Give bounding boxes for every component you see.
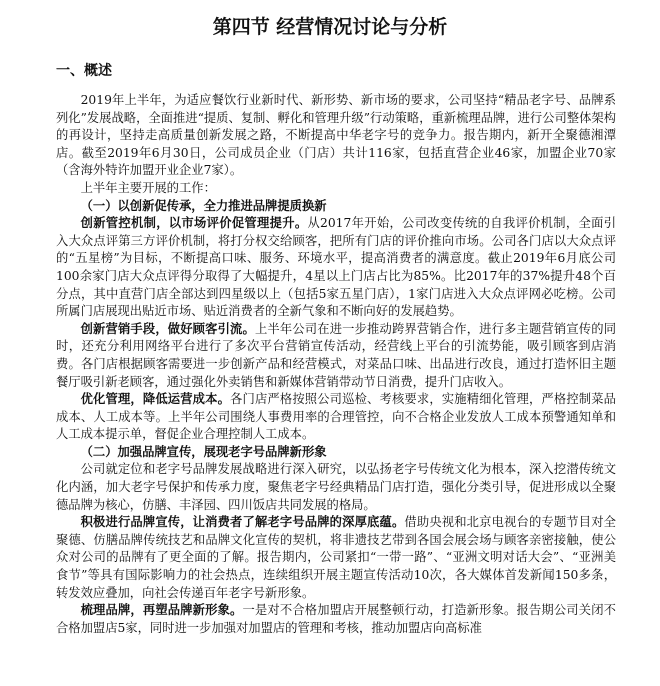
- paragraph-marketing: [56, 321, 616, 391]
- lead-brand-reshape: 梳理品牌，再塑品牌新形象。: [80, 603, 243, 618]
- subheading-brand-promotion: （二）加强品牌宣传，展现老字号品牌新形象: [80, 444, 327, 459]
- paragraph-control-mechanism: [56, 215, 616, 321]
- page-title: 第四节 经营情况讨论与分析: [212, 16, 448, 38]
- paragraph-brand-strategy: 公司就定位和老字号品牌发展战略进行深入研究，以弘扬老字号传统文化为根本，深入挖潜传统文化内涵，加大老字号保护和传承力度，聚焦老字号经典精品门店打造，强化分类引导，促进形成以全聚德品牌为核心，仿膳、丰泽园、四川饭店共同发展的格局。: [56, 462, 616, 512]
- lead-brand-publicity: 积极进行品牌宣传，让消费者了解老字号品牌的深厚底蕴。: [80, 515, 405, 530]
- section-heading-overview: 一、概述: [56, 63, 112, 79]
- lead-control-mechanism: 创新管控机制，以市场评价促管理提升。: [80, 216, 308, 231]
- text-brand-reshape: 一是对不合格加盟店开展整顿行动，打造新形象。报告期公司关闭不合格加盟店5家，同时进一步加强对加盟店的管理和考核，推动加盟店向高标准: [56, 603, 616, 635]
- text-cost-management: 各门店严格按照公司巡检、考核要求，实施精细化管理，严格控制菜品成本、人工成本等。上半年公司围绕人事费用率的合理管控，向不合格企业发放人工成本预警通知单和人工成本提示单，督促企业合理控制人工成本。: [56, 392, 616, 442]
- document-body: [56, 92, 616, 637]
- text-control-mechanism: 从2017年开始，公司改变传统的自我评价机制，全面引入大众点评第三方评价机制，将打分权交给顾客，把所有门店的评价推向市场。公司各门店以大众点评的“五星榜”为目标，不断提高口味、服务、环境水平，提高消费者的满意度。截止2019年6月底公司100余家门店大众点评得分取得了大幅提升，4星以上门店占比为85%。比2017年的37%提升48个百分点，其中直营门店全部达到四星级以上（包括5家五星门店），1家门店进入大众点评网必吃榜。公司所属门店展现出贴近市场、贴近消费者的全新气象和不断向好的发展趋势。: [56, 216, 616, 319]
- lead-marketing: 创新营销手段，做好顾客引流。: [80, 321, 255, 336]
- paragraph-brand-publicity: [56, 514, 616, 602]
- subheading-innovation: （一）以创新促传承，全力推进品牌提质换新: [80, 198, 327, 213]
- paragraph-intro: 2019年上半年，为适应餐饮行业新时代、新形势、新市场的要求，公司坚持“精品老字号、品牌系列化”发展战略，全面推进“提质、复制、孵化和管理升级”行动策略，重新梳理品牌，进行公司整体架构的再设计，坚持走高质量创新发展之路，不断提高中华老字号的竞争力。报告期内，新开全聚德湘潭店。截至2019年6月30日，公司成员企业（门店）共计116家，包括直营企业46家，加盟企业70家（含海外特许加盟开业企业7家）。: [56, 93, 616, 178]
- text-marketing: 上半年公司在进一步推动跨界营销合作，进行多主题营销宣传的同时，还充分利用网络平台进行了多次平台营销宣传活动，经营线上平台的引流势能，吸引顾客到店消费。各门店根据顾客需要进一步创新产品和经营模式，对菜品口味、出品进行改良，通过打造怀旧主题餐厅吸引新老顾客，通过强化外卖销售和新媒体营销带动节日消费，提升门店收入。: [56, 321, 616, 389]
- paragraph-work-intro: 上半年主要开展的工作：: [80, 180, 216, 195]
- paragraph-cost-management: [56, 391, 616, 444]
- lead-cost-management: 优化管理，降低运营成本。: [80, 392, 231, 407]
- text-brand-publicity: 借助央视和北京电视台的专题节目对全聚德、仿膳品牌传统技艺和品牌文化宣传的契机，将非遗技艺带到各国会展会场与顾客亲密接触，使公众对公司的品牌有了更全面的了解。报告期内，公司紧扣“一带一路”、“亚洲文明对话大会”、“亚洲美食节”等具有国际影响力的社会热点，连续组织开展主题宣传活动10次，各大媒体首发新闻150多条，转发效应叠加，向社会传递百年老字号新形象。: [56, 515, 616, 600]
- paragraph-brand-reshape: [56, 602, 616, 637]
